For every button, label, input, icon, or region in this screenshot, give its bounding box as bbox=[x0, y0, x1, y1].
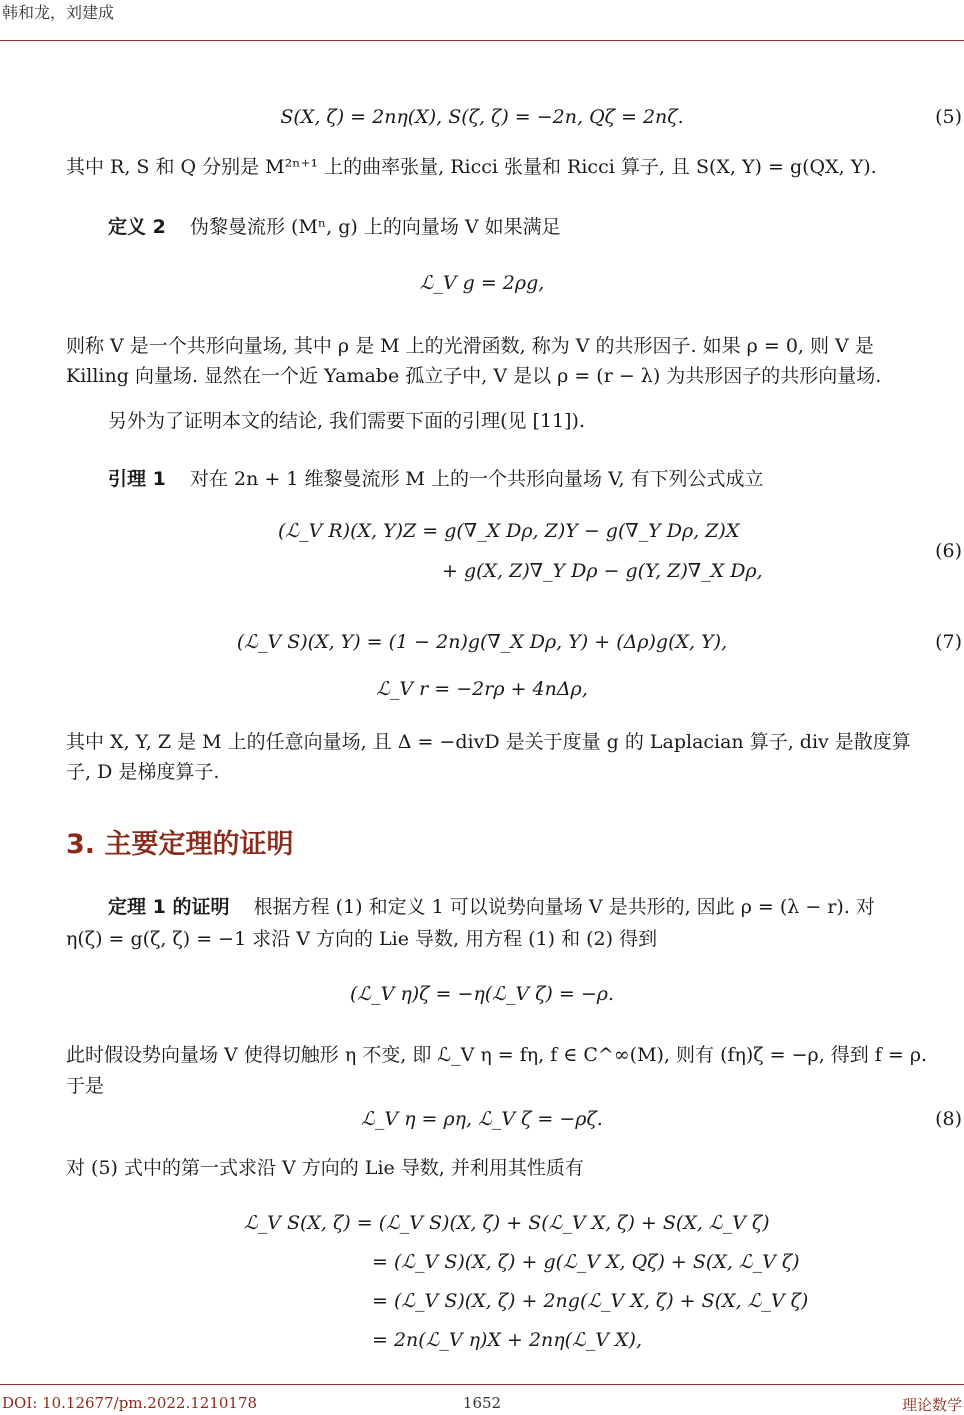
footer-page-number: 1652 bbox=[462, 1394, 502, 1412]
final-equation-line-3: = (ℒ_V S)(X, ζ) + 2ng(ℒ_V X, ζ) + S(X, ℒ_V ζ) bbox=[372, 1290, 809, 1312]
final-equation-line-4: = 2n(ℒ_V η)X + 2nη(ℒ_V X), bbox=[372, 1329, 643, 1351]
footer-doi-link[interactable]: DOI: 10.12677/pm.2022.1210178 bbox=[2, 1394, 258, 1412]
equation-7: (ℒ_V S)(X, Y) = (1 − 2n)g(∇_X Dρ, Y) + (Δρ)g(X, Y), bbox=[236, 631, 728, 653]
paragraph-lemma-intro: 另外为了证明本文的结论, 我们需要下面的引理(见 [11]). bbox=[108, 410, 585, 432]
equation-7-number: (7) bbox=[935, 631, 962, 653]
proof-equation-1: (ℒ_V η)ζ = −η(ℒ_V ζ) = −ρ. bbox=[350, 983, 614, 1005]
paragraph-notation: 其中 R, S 和 Q 分别是 M²ⁿ⁺¹ 上的曲率张量, Ricci 张量和 Ricci 算子, 且 S(X, Y) = g(QX, Y). bbox=[66, 156, 877, 178]
definition-2 bbox=[108, 212, 958, 242]
equation-5-number: (5) bbox=[935, 106, 962, 128]
paragraph-invariant-line-2: 于是 bbox=[66, 1075, 105, 1097]
proof-line-1 bbox=[108, 892, 964, 922]
equation-8: ℒ_V η = ρη, ℒ_V ζ = −ρζ. bbox=[361, 1108, 603, 1130]
equation-8-number: (8) bbox=[935, 1108, 962, 1130]
running-header-authors: 韩和龙，刘建成 bbox=[2, 3, 115, 22]
proof-text-line-1: 根据方程 (1) 和定义 1 可以说势向量场 V 是共形的, 因此 ρ = (λ − r). 对 bbox=[253, 896, 875, 918]
proof-line-2: η(ζ) = g(ζ, ζ) = −1 求沿 V 方向的 Lie 导数, 用方程 (1) 和 (2) 得到 bbox=[66, 928, 658, 950]
paragraph-lie-derivative: 对 (5) 式中的第一式求沿 V 方向的 Lie 导数, 并利用其性质有 bbox=[66, 1157, 584, 1179]
definition-2-text: 伪黎曼流形 (Mⁿ, g) 上的向量场 V 如果满足 bbox=[190, 216, 561, 238]
paragraph-invariant-line-1: 此时假设势向量场 V 使得切触形 η 不变, 即 ℒ_V η = fη, f ∈ C^∞(M), 则有 (fη)ζ = −ρ, 得到 f = ρ. bbox=[66, 1044, 928, 1066]
equation-6-number: (6) bbox=[935, 540, 962, 562]
footer-divider bbox=[0, 1384, 964, 1385]
lemma-1 bbox=[108, 464, 958, 494]
paragraph-conformal-line-1: 则称 V 是一个共形向量场, 其中 ρ 是 M 上的光滑函数, 称为 V 的共形因子. 如果 ρ = 0, 则 V 是 bbox=[66, 335, 874, 357]
definition-2-label: 定义 2 bbox=[108, 216, 166, 238]
final-equation-line-2: = (ℒ_V S)(X, ζ) + g(ℒ_V X, Qζ) + S(X, ℒ_V ζ) bbox=[372, 1251, 800, 1273]
definition-2-equation: ℒ_V g = 2ρg, bbox=[419, 272, 545, 294]
equation-5: S(X, ζ) = 2nη(X), S(ζ, ζ) = −2n, Qζ = 2nζ. bbox=[280, 106, 684, 128]
header-divider bbox=[0, 40, 964, 41]
footer-journal-name[interactable]: 理论数学 bbox=[901, 1396, 962, 1414]
equation-6-line-1: (ℒ_V R)(X, Y)Z = g(∇_X Dρ, Z)Y − g(∇_Y Dρ, Z)X bbox=[278, 520, 740, 542]
equation-scalar-curvature: ℒ_V r = −2rρ + 4nΔρ, bbox=[376, 678, 588, 700]
lemma-1-label: 引理 1 bbox=[108, 468, 166, 490]
paragraph-laplacian-line-1: 其中 X, Y, Z 是 M 上的任意向量场, 且 Δ = −divD 是关于度量 g 的 Laplacian 算子, div 是散度算 bbox=[66, 731, 911, 753]
final-equation-line-1: ℒ_V S(X, ζ) = (ℒ_V S)(X, ζ) + S(ℒ_V X, ζ) + S(X, ℒ_V ζ) bbox=[244, 1212, 770, 1234]
paragraph-laplacian-line-2: 子, D 是梯度算子. bbox=[66, 761, 220, 783]
equation-6-line-2: + g(X, Z)∇_Y Dρ − g(Y, Z)∇_X Dρ, bbox=[442, 560, 763, 582]
lemma-1-text: 对在 2n + 1 维黎曼流形 M 上的一个共形向量场 V, 有下列公式成立 bbox=[190, 468, 764, 490]
section-heading: 3. 主要定理的证明 bbox=[66, 829, 294, 860]
paragraph-conformal-line-2: Killing 向量场. 显然在一个近 Yamabe 孤立子中, V 是以 ρ = (r − λ) 为共形因子的共形向量场. bbox=[66, 365, 882, 387]
proof-label: 定理 1 的证明 bbox=[108, 896, 230, 918]
